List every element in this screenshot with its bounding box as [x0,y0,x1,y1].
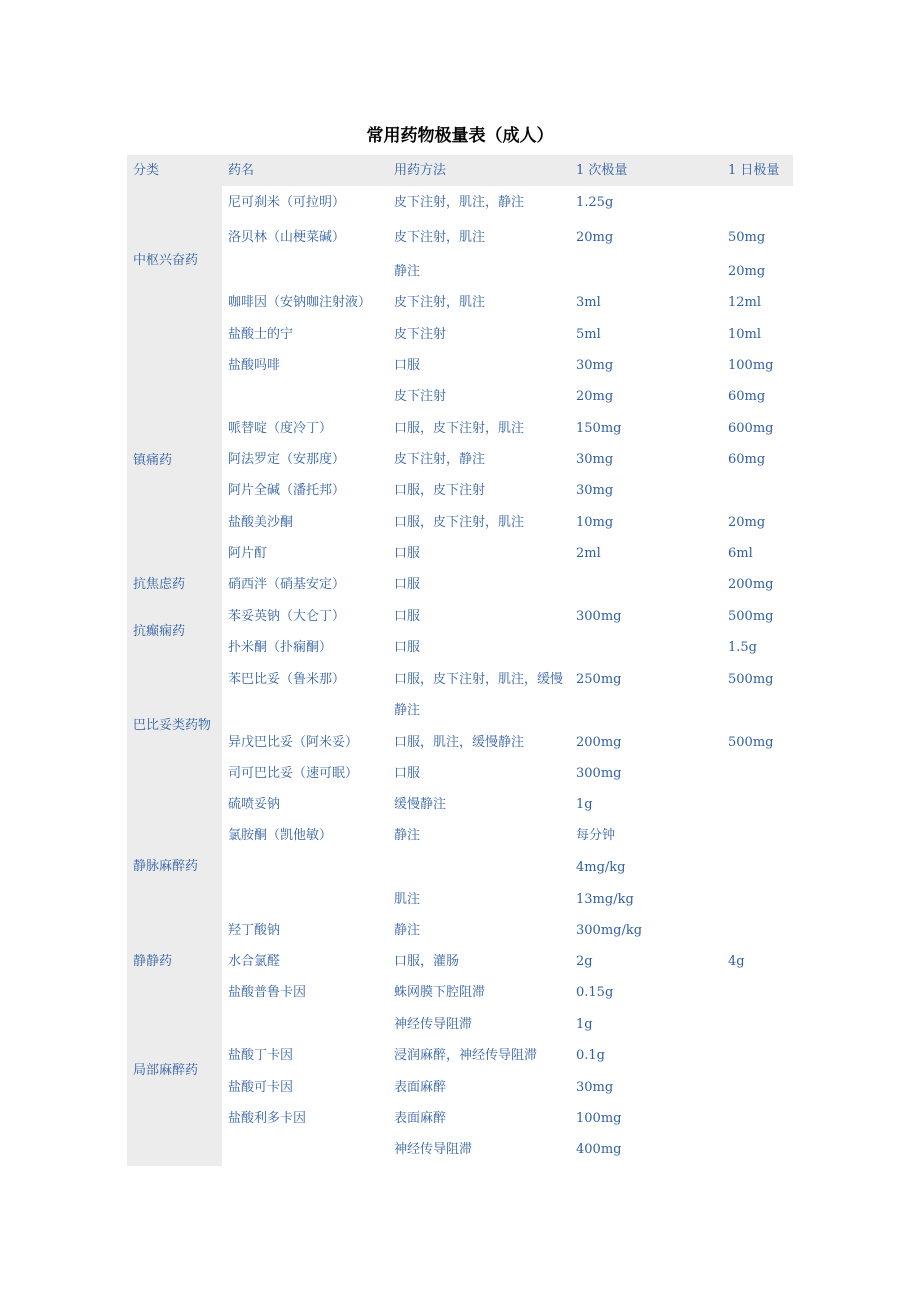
method: 口服，灌肠 [394,954,460,969]
method: 口服，皮下注射，肌注，缓慢 [394,672,564,687]
method: 肌注 [394,892,421,907]
drug-name: 阿法罗定（安那度） [228,452,346,467]
drug-name: 盐酸吗啡 [228,358,281,373]
single-max-dose: 4mg/kg [576,860,626,875]
daily-max-dose: 200mg [728,577,774,592]
single-max-dose: 1g [576,797,593,812]
daily-max-dose: 10ml [728,327,762,342]
drug-name: 氯胺酮（凯他敏） [228,828,333,843]
single-max-dose: 2ml [576,546,601,561]
drug-name: 司可巴比妥（速可眠） [228,766,359,781]
daily-max-dose: 12ml [728,295,762,310]
method: 口服，皮下注射，肌注 [394,515,525,530]
single-max-dose: 30mg [576,358,614,373]
single-max-dose: 400mg [576,1142,622,1157]
header-method: 用药方法 [394,163,447,178]
method: 皮下注射 [394,327,447,342]
daily-max-dose: 500mg [728,672,774,687]
method: 口服，肌注，缓慢静注 [394,735,525,750]
single-max-dose: 300mg/kg [576,923,643,938]
daily-max-dose: 50mg [728,230,766,245]
category-label: 静静药 [133,954,173,969]
drug-name: 阿片酊 [228,546,268,561]
category-label: 静脉麻醉药 [133,859,199,874]
method: 皮下注射，肌注 [394,230,486,245]
header-category: 分类 [133,163,160,178]
daily-max-dose: 60mg [728,452,766,467]
drug-name: 苯巴比妥（鲁米那） [228,672,346,687]
single-max-dose: 150mg [576,421,622,436]
category-label: 中枢兴奋药 [133,253,199,268]
drug-name: 硝西泮（硝基安定） [228,577,346,592]
single-max-dose: 0.15g [576,985,614,1000]
single-max-dose: 每分钟 [576,828,616,843]
drug-name: 咖啡因（安钠咖注射液） [228,295,372,310]
drug-name: 盐酸普鲁卡因 [228,985,307,1000]
single-max-dose: 300mg [576,609,622,624]
category-label: 抗癫痫药 [133,624,186,639]
method: 神经传导阻滞 [394,1017,473,1032]
single-max-dose: 250mg [576,672,622,687]
method: 缓慢静注 [394,797,447,812]
single-max-dose: 1g [576,1017,593,1032]
single-max-dose: 20mg [576,230,614,245]
daily-max-dose: 500mg [728,735,774,750]
single-max-dose: 30mg [576,1080,614,1095]
method: 表面麻醉 [394,1111,447,1126]
method: 皮下注射，肌注 [394,295,486,310]
daily-max-dose: 100mg [728,358,774,373]
method: 静注 [394,828,421,843]
header-daily-dose: 1 日极量 [728,163,780,178]
method: 神经传导阻滞 [394,1142,473,1157]
single-max-dose: 30mg [576,483,614,498]
method: 口服 [394,546,421,561]
drug-name: 盐酸美沙酮 [228,515,294,530]
method: 静注 [394,264,421,279]
single-max-dose: 300mg [576,766,622,781]
daily-max-dose: 600mg [728,421,774,436]
drug-name: 扑米酮（扑痫酮） [228,640,333,655]
category-label: 抗焦虑药 [133,577,186,592]
method: 静注 [394,923,421,938]
drug-name: 羟丁酸钠 [228,923,281,938]
single-max-dose: 5ml [576,327,601,342]
method: 皮下注射 [394,389,447,404]
category-label: 局部麻醉药 [133,1063,199,1078]
method: 表面麻醉 [394,1080,447,1095]
daily-max-dose: 4g [728,954,745,969]
method: 皮下注射，肌注，静注 [394,195,525,210]
single-max-dose: 30mg [576,452,614,467]
method: 口服 [394,577,421,592]
table-header [127,155,793,186]
header-single-dose: 1 次极量 [576,163,628,178]
drug-name: 水合氯醛 [228,954,281,969]
single-max-dose: 1.25g [576,195,614,210]
drug-name: 盐酸可卡因 [228,1080,294,1095]
daily-max-dose: 1.5g [728,640,757,655]
single-max-dose: 13mg/kg [576,892,634,907]
method: 静注 [394,703,421,718]
drug-name: 哌替啶（度冷丁） [228,421,333,436]
daily-max-dose: 20mg [728,264,766,279]
single-max-dose: 3ml [576,295,601,310]
drug-name: 苯妥英钠（大仑丁） [228,609,346,624]
method: 口服 [394,640,421,655]
category-label: 镇痛药 [133,453,173,468]
single-max-dose: 2g [576,954,593,969]
daily-max-dose: 20mg [728,515,766,530]
single-max-dose: 10mg [576,515,614,530]
method: 口服 [394,766,421,781]
single-max-dose: 100mg [576,1111,622,1126]
drug-name: 异戊巴比妥（阿米妥） [228,735,359,750]
method: 口服，皮下注射 [394,483,486,498]
single-max-dose: 20mg [576,389,614,404]
header-drug: 药名 [228,163,255,178]
drug-name: 盐酸士的宁 [228,327,294,342]
daily-max-dose: 500mg [728,609,774,624]
drug-name: 盐酸利多卡因 [228,1111,307,1126]
method: 蛛网膜下腔阻滞 [394,985,486,1000]
drug-name: 尼可刹米（可拉明） [228,195,346,210]
method: 口服 [394,358,421,373]
daily-max-dose: 60mg [728,389,766,404]
method: 皮下注射，静注 [394,452,486,467]
daily-max-dose: 6ml [728,546,753,561]
single-max-dose: 200mg [576,735,622,750]
drug-name: 阿片全碱（潘托邦） [228,483,346,498]
single-max-dose: 0.1g [576,1048,605,1063]
method: 浸润麻醉，神经传导阻滞 [394,1048,538,1063]
drug-name: 洛贝林（山梗菜碱） [228,230,346,245]
page-title: 常用药物极量表（成人） [366,126,554,146]
category-column [127,186,222,1166]
drug-name: 盐酸丁卡因 [228,1048,294,1063]
drug-name: 硫喷妥钠 [228,797,281,812]
method: 口服，皮下注射，肌注 [394,421,525,436]
method: 口服 [394,609,421,624]
category-label: 巴比妥类药物 [133,718,212,733]
